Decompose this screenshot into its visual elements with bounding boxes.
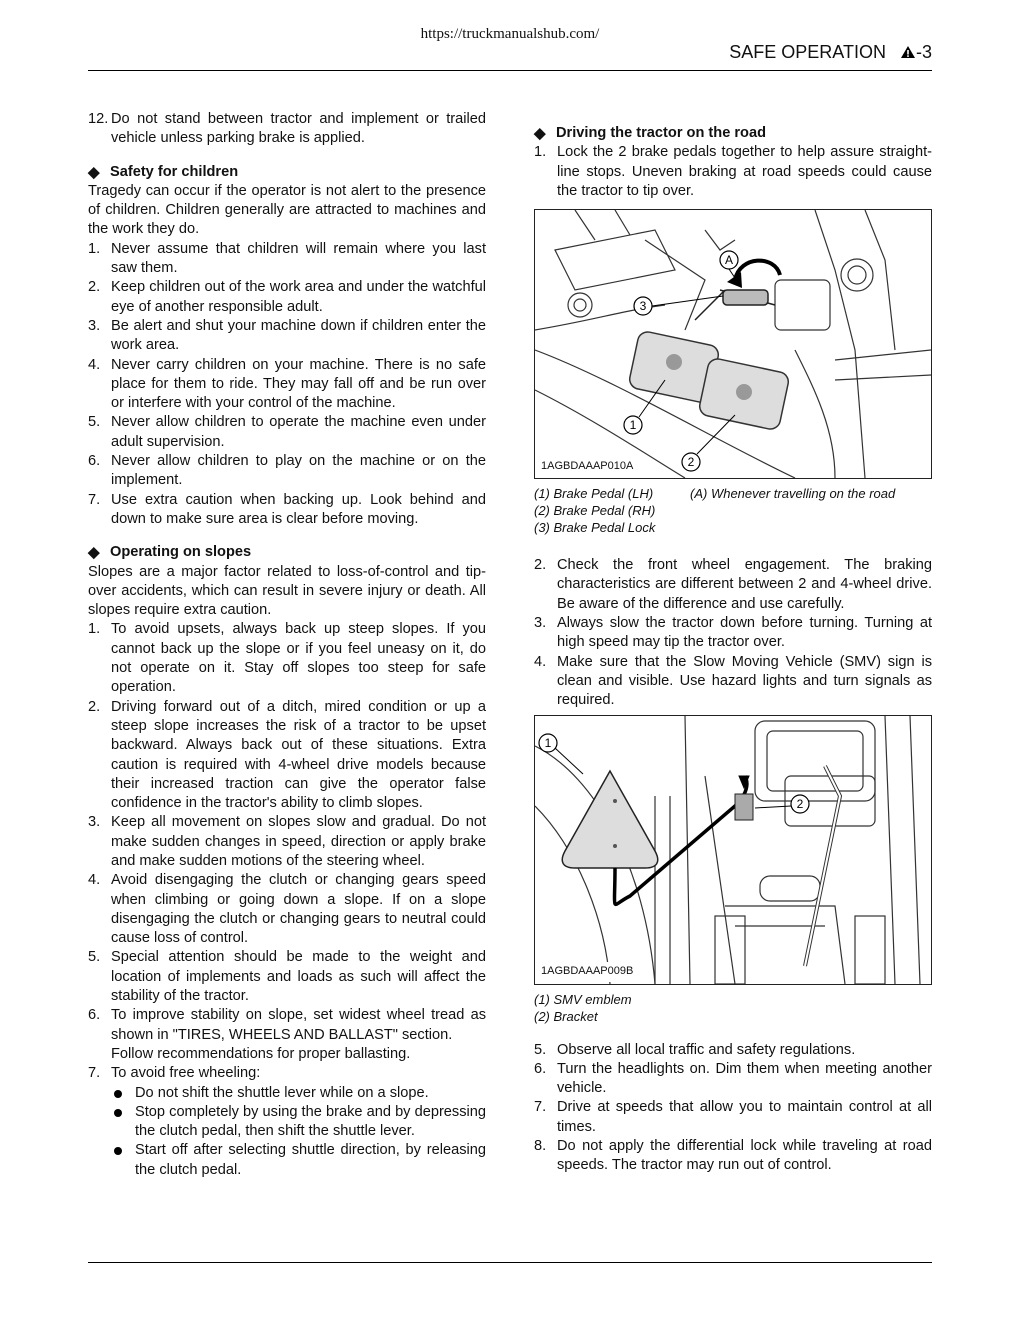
section-heading-children: ◆ Safety for children [88, 163, 239, 181]
callout-3: 3 [639, 299, 647, 314]
children-list [88, 240, 486, 529]
left-column [88, 110, 486, 1180]
bullet-dot-icon [114, 1090, 122, 1098]
list-item: 1. Never assume that children will remain where you last saw them. [88, 240, 486, 277]
list-item: 6. To improve stability on slope, set widest wheel tread as shown in "TIRES, WHEELS AND BALLAST" section. [88, 1007, 486, 1043]
smv-emblem-illustration [535, 716, 931, 984]
brake-pedal-figure [534, 209, 932, 479]
diamond-bullet-icon: ◆ [88, 544, 100, 562]
road-list-3 [534, 1041, 932, 1176]
list-item: 5. Observe all local traffic and safety regulations. [534, 1041, 856, 1058]
list-item: 7. Use extra caution when backing up. Look behind and down to make sure area is clear before moving. [88, 491, 486, 527]
list-item: 5. Never allow children to operate the machine even under adult supervision. [88, 414, 486, 450]
list-item: 1. To avoid upsets, always back up steep slopes. If you cannot back up the slope or if you feel uneasy on it, do not operate on it. Stay off slopes too steep for safe operation. [88, 621, 486, 696]
diamond-bullet-icon: ◆ [88, 163, 100, 181]
list-item: 3. Always slow the tractor down before turning. Turning at high speed may tip the tractor over. [534, 615, 932, 651]
header-rule [88, 70, 932, 71]
list-item: 5. Special attention should be made to the weight and location of implements and loads as such will affect the stability of the tractor. [88, 949, 486, 1005]
bullet-item: Do not shift the shuttle lever while on a slope. [111, 1084, 486, 1103]
list-item: 2. Driving forward out of a ditch, mired condition or up a steep slope increases the risk of a tractor to be upset backward. Always back out of these situations. Extra caution is required with 4-wheel drive models because their increased traction can give the operator false confidence in the tractor's ability to climb slopes. [88, 698, 486, 812]
callout-1: 1 [629, 418, 637, 433]
section-heading-road: ◆ Driving the tractor on the road [534, 125, 767, 142]
road-list-1 [534, 143, 932, 201]
list-item: 8. Do not apply the differential lock while traveling at road speeds. The tractor may run out of control. [534, 1138, 932, 1174]
list-item: 1. Lock the 2 brake pedals together to help assure straight-line stops. Uneven braking at road speeds could cause the tractor to tip over. [534, 144, 932, 199]
source-url[interactable]: https://truckmanualshub.com/ [420, 26, 600, 42]
item-12-list [88, 110, 486, 149]
bullet-dot-icon [114, 1147, 122, 1155]
item-text: Do not stand between tractor and implement or trailed vehicle unless parking brake is applied. [111, 111, 486, 147]
free-wheeling-bullets [111, 1084, 486, 1180]
figure-code: 1AGBDAAAP010A [539, 457, 635, 476]
bullet-item: Stop completely by using the brake and by depressing the clutch pedal, then shift the shuttle lever. [111, 1103, 486, 1142]
list-item: 3. Be alert and shut your machine down if children enter the work area. [88, 317, 486, 354]
list-item: 7. To avoid free wheeling: Do not shift the shuttle lever while on a slope. Stop completely by using the brake and by depressing the clutch pedal, then shift the shuttle lever. Start off after selecting shuttle direction, by releasing the clutch pedal. [88, 1064, 486, 1180]
smv-figure [534, 715, 932, 985]
slopes-intro: Slopes are a major factor related to loss-of-control and tip-over accidents, which can result in severe injury or death. All slopes require extra caution. [88, 563, 486, 619]
slopes-list [88, 620, 486, 1180]
list-item: 4. Never carry children on your machine. There is no safe place for them to ride. They may fall off and be run over or interfere with your control of the machine. [88, 356, 486, 412]
list-item: 6. Never allow children to play on the machine or on the implement. [88, 453, 486, 489]
list-item: 7. Drive at speeds that allow you to maintain control at all times. [534, 1099, 932, 1135]
brake-pedal-illustration [535, 210, 931, 478]
bullet-item: Start off after selecting shuttle direction, by releasing the clutch pedal. [111, 1141, 486, 1180]
section-heading-slopes: ◆ Operating on slopes [88, 544, 252, 562]
list-item: Follow recommendations for proper ballasting. [111, 1045, 411, 1062]
list-item: 4. Make sure that the Slow Moving Vehicle (SMV) sign is clean and visible. Use hazard lights and turn signals as required. [534, 653, 932, 709]
figure2-caption: (1) SMV emblem (2) Bracket [534, 991, 632, 1024]
list-item: 3. Keep all movement on slopes slow and gradual. Do not make sudden changes in speed, direction or apply brake and make sudden motions of the steering wheel. [88, 814, 486, 869]
right-column [534, 124, 932, 1176]
list-item: 6. Turn the headlights on. Dim them when meeting another vehicle. [534, 1060, 932, 1097]
list-item [88, 110, 486, 149]
item-number: 12. [88, 111, 109, 127]
footer-rule [88, 1262, 932, 1263]
page-number: -3 [915, 42, 932, 62]
list-item: 2. Check the front wheel engagement. The braking characteristics are different between 2 and 4-wheel drive. Be aware of the difference and use carefully. [534, 557, 932, 612]
callout-2: 2 [687, 455, 695, 470]
road-list-2 [534, 556, 932, 710]
callout-2: 2 [796, 796, 804, 811]
warning-triangle-icon [900, 45, 916, 59]
children-intro: Tragedy can occur if the operator is not alert to the presence of children. Children generally are attracted to machines and the work they do. [88, 182, 486, 238]
callout-1: 1 [544, 735, 552, 750]
list-item: 2. Keep children out of the work area and under the watchful eye of another responsible adult. [88, 279, 486, 315]
callout-A: A [724, 253, 734, 268]
section-title: SAFE OPERATION [729, 42, 886, 62]
list-item: 4. Avoid disengaging the clutch or changing gears speed when climbing or going down a slope. If on a slope disengaging the clutch or changing gears to neutral could cause loss of control. [88, 872, 486, 947]
figure-code: 1AGBDAAAP009B [539, 962, 635, 981]
figure1-caption: (1) Brake Pedal (LH) (2) Brake Pedal (RH) (3) Brake Pedal Lock (A) Whenever travelling on the road [534, 486, 896, 536]
running-header [729, 42, 932, 63]
bullet-dot-icon [114, 1109, 122, 1117]
diamond-bullet-icon: ◆ [534, 125, 546, 142]
